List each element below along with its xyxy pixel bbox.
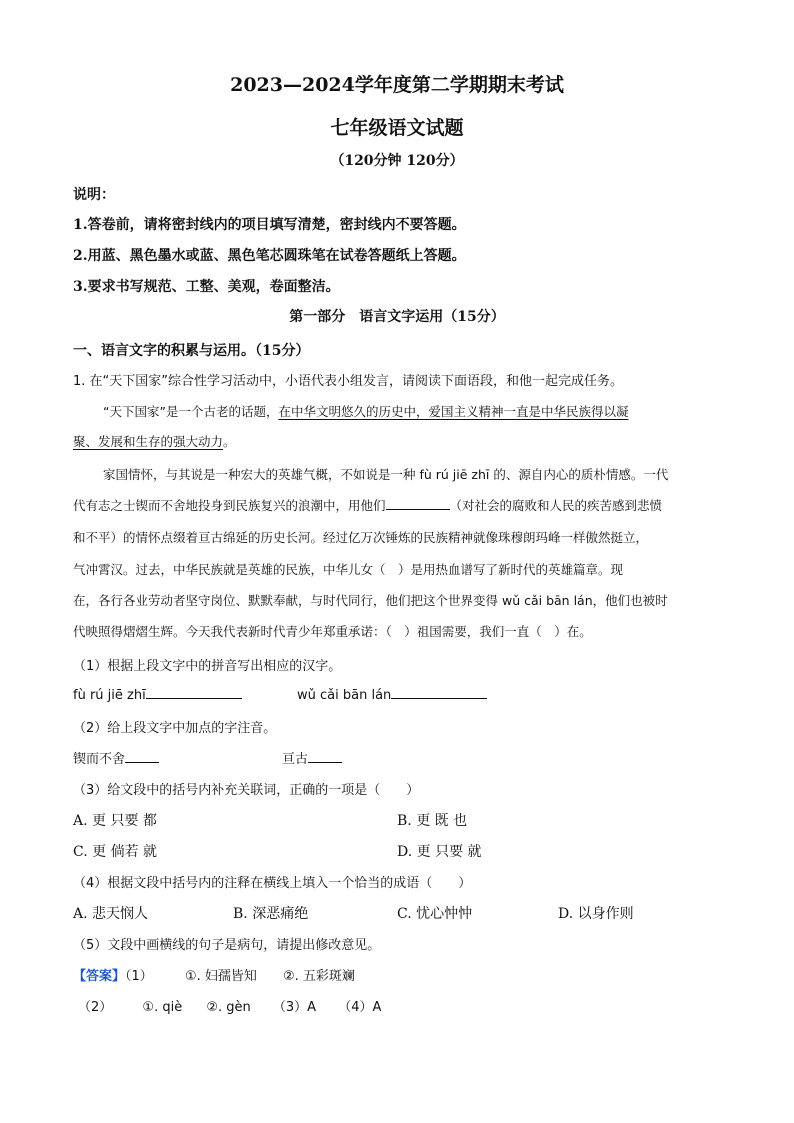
answer-tag: 【答案】 (73, 969, 126, 984)
option-d[interactable]: D. 更 只要 就 (397, 844, 482, 860)
passage-line: 家国情怀，与其说是一种宏大的英雄气概，不如说是一种 fù rú jiē zhī 的、源自内心的质朴情感。一代 (103, 467, 669, 482)
pinyin-label: fù rú jiē zhī (73, 688, 146, 703)
word-label: 亘古 (282, 752, 309, 767)
answer-blank[interactable] (391, 686, 487, 699)
answer-text: ②. 五彩斑斓 (283, 969, 355, 984)
question-intro: 1. 在“天下国家”综合性学习活动中，小语代表小组发言，请阅读下面语段，和他一起完成任务。 (73, 374, 624, 389)
answer-blank[interactable] (125, 750, 159, 763)
option-d[interactable]: D. 以身作则 (558, 906, 634, 922)
passage-line (73, 432, 723, 450)
answer-blank[interactable] (308, 750, 342, 763)
underlined-sentence: 聚、发展和生存的强大动力 (73, 434, 224, 449)
pinyin-answer-2 (297, 686, 487, 703)
time-score: （120分钟 120分） (330, 153, 464, 169)
passage-line (73, 496, 723, 514)
passage-text: （对社会的腐败和人民的疾苦感到悲愤 (449, 498, 663, 513)
section-heading: 一、语言文字的积累与运用。（15分） (73, 343, 310, 359)
exam-subtitle: 七年级语文试题 (330, 117, 464, 139)
question-3: （3）给文段中的括号内补充关联词，正确的一项是（ ） (73, 783, 420, 798)
answer-blank[interactable] (386, 497, 450, 510)
question-5: （5）文段中画横线的句子是病句，请提出修改意见。 (73, 938, 381, 953)
passage-line: 在，各行各业劳动者坚守岗位、默默奉献，与时代同行，他们把这个世界变得 wǔ cǎi bān lán，他们也被时 (73, 593, 668, 608)
underlined-sentence: 在中华文明悠久的历史中，爱国主义精神一直是中华民族得以凝 (278, 404, 629, 419)
part-title: 第一部分 语言文字运用（15分） (289, 309, 505, 325)
passage-line: 代映照得熠熠生辉。今天我代表新时代青少年郑重承诺：（ ）祖国需要，我们一直（ ）在。 (73, 624, 592, 639)
passage-line: 和不平）的情怀点缀着亘古绵延的历史长河。经过亿万次锤炼的民族精神就像珠穆朗玛峰一样傲然挺立， (73, 530, 649, 545)
answer-text: （4）A (338, 1000, 382, 1015)
phonetic-answer-2 (282, 748, 342, 767)
exam-title: 2023—2024学年度第二学期期末考试 (230, 74, 564, 96)
option-b[interactable]: B. 深恶痛绝 (233, 906, 309, 922)
answer-text: ②. gèn (206, 1000, 251, 1015)
answer-text: （3）A (272, 1000, 317, 1015)
passage-text: 代有志之士锲而不舍地投身到民族复兴的浪潮中，用他们 (73, 498, 386, 513)
answer-line-2 (78, 996, 381, 1015)
pinyin-label: wǔ cǎi bān lán (297, 688, 392, 703)
answer-text: （2） (78, 1000, 113, 1015)
instruction-item: 1.答卷前，请将密封线内的项目填写清楚，密封线内不要答题。 (73, 217, 466, 233)
word-label: 锲而不舍 (73, 752, 126, 767)
passage-line: 气冲霄汉。过去，中华民族就是英雄的民族，中华儿女（ ）是用热血谱写了新时代的英雄篇章。现 (73, 562, 624, 577)
option-a[interactable]: A. 悲天悯人 (73, 906, 149, 922)
pinyin-answer-1 (73, 686, 242, 703)
option-b[interactable]: B. 更 既 也 (397, 813, 468, 829)
instruction-item: 2.用蓝、黑色墨水或蓝、黑色笔芯圆珠笔在试卷答题纸上答题。 (73, 248, 466, 264)
answer-text: ①. qiè (142, 1000, 183, 1015)
question-4: （4）根据文段中括号内的注释在横线上填入一个恰当的成语（ ） (73, 876, 472, 891)
phonetic-answer-1 (73, 748, 159, 767)
answer-line-1 (73, 965, 355, 984)
instructions-label: 说明： (73, 187, 115, 203)
answer-text: （1） (125, 969, 153, 984)
option-c[interactable]: C. 忧心忡忡 (397, 906, 473, 922)
passage-line (103, 402, 753, 420)
question-1: （1）根据上段文字中的拼音写出相应的汉字。 (73, 659, 342, 674)
instruction-item: 3.要求书写规范、工整、美观，卷面整洁。 (73, 279, 340, 295)
answer-text: ①. 妇孺皆知 (184, 969, 257, 984)
option-a[interactable]: A. 更 只要 都 (73, 813, 157, 829)
passage-text: “天下国家”是一个古老的话题， (103, 404, 279, 419)
answer-blank[interactable] (146, 686, 242, 699)
passage-text: 。 (223, 434, 236, 449)
option-c[interactable]: C. 更 倘若 就 (73, 844, 158, 860)
question-2: （2）给上段文字中加点的字注音。 (73, 721, 277, 736)
